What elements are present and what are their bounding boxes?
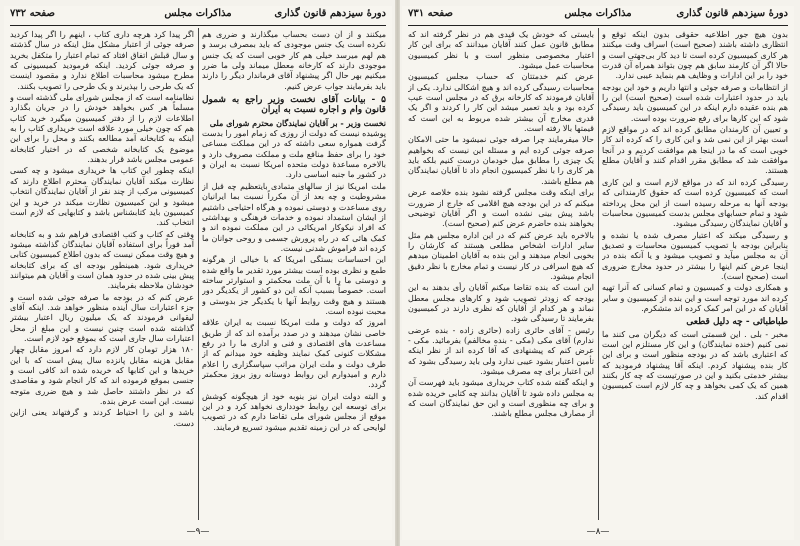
right-page bbox=[402, 6, 794, 540]
header-center: مذاکرات مجلس bbox=[164, 8, 232, 19]
header-page-number: صفحه ۷۳۱ bbox=[408, 8, 453, 19]
paragraph: ۱۸۰ هزار تومان کار لازم دارد که امروز مقابل چهار مقابل هزینه مقابل پانزده سال پیش است که با این خریدها و این کتابها که خریده شده اند کافی است و جنسی بموقع فرموده اند که کار انجام شود و مقاصدی که در نظر داشتند حاصل شد و هیچ ضرری متوجه نیست. این است عرض بنده. bbox=[10, 345, 194, 407]
paragraph: مخبر - بلی . این قسمتی است که دیگران می کنند ما نمی کنیم (خنده نمایندگان) و این کار مستلزم این است که اعتباری باشد که در بودجه منظور است و برای این کار بنده پیشنهاد کردم. اینکه آقا پیشنهاد فرمودید که بیشتر خدمتی بکنید و این در صورتیست که چه کار بکنند همین که یک کمی بخواهد و چه کار لازم است کمیسیون اقدام کند. bbox=[602, 329, 788, 401]
column-divider bbox=[598, 28, 599, 520]
column-left bbox=[10, 30, 194, 520]
header-page-number: صفحه ۷۳۲ bbox=[10, 8, 55, 19]
paragraph: بایستی که خودش یک قیدی هم در نظر گرفته اند که مطابق قانون عمل کنند آقایان میدانند که برای این کار اعتبار مخصوصی منظور است و با نظر کمیسیون محاسبات عمل میشود. bbox=[408, 30, 594, 71]
column-right bbox=[202, 30, 386, 520]
paragraph: وقتی که کتاب و کتب اقتصادی فراهم شد و به کتابخانه آمد فوراً برای استفاده آقایان نمایندگان گذاشته میشود و هیچ وقت ممکن نیست که بدون اطلاع کمیسیون کتابی خریداری شود. همینطور بودجه ای که برای کتابخانه پیش بینی شده در حدود همان است و آقایان هم میتوانند خودشان ملاحظه بفرمایند. bbox=[10, 229, 194, 291]
paragraph: ملت امریکا نیز از سالهای متمادی بایتعظیم چه قبل از مشروطیت و چه بعد از آن مکرراً نسبت بما ایرانیان روی مساعدت و دوستی نموده و هرگاه احتیاجی داشتیم از ایشان استمداد نموده و خدمات فرهنگی و بهداشتی که افراد نیکوکار امریکائی در این مملکت نموده اند و کمک هائی که در راه پرورش جسمی و روحی جوانان ما کرده اند فراموش شدنی نیست. bbox=[202, 181, 386, 253]
left-page bbox=[4, 6, 392, 540]
speaker-line: نخست وزیر - بر آقایان نمایندگان محترم شورای ملی bbox=[209, 117, 386, 128]
paragraph: اینکه چطور این کتاب ها خریداری میشود و چه کسی نظارت میکند آقایان نمایندگان محترم اطلاع دارند که کمیسیونی مرکب از چند نفر از آقایان نمایندگان انتخاب میشود و این کمیسیون نظارت میکند در خرید و این کمیسیون باید کتابشناس باشد و کتابهایی که لازم است انتخاب کند. bbox=[10, 166, 194, 228]
paragraph: بدون هیچ جور اطلاعیه حقوقی بدون اینکه توقع و انتظاری داشته باشند (صحیح است) اسراف وقت میکنند هر کاری کمیسیون کرده است تا دید کار بی‌جهتی است و حالا اگر آن کارمند سابق هم چون بتواند همراه آن قدرت خود را بر این ادارات و وظایف هم بنماید عیبی ندارد. bbox=[602, 30, 788, 81]
column-divider bbox=[198, 28, 199, 520]
paragraph: و اینکه گفته شده کتاب خریداری میشود باید فهرست آن به مجلس داده شود تا آقایان بدانند چه کتابی خریده شده و برای چه منظوری است و این حق نمایندگان است که از مصارف مجلس مطلع باشند. bbox=[408, 378, 594, 419]
paragraph: و همکاری دولت و کمیسیون و تمام کسانی که آنرا تهیه کرده اند مورد توجه است و این بنده از کمیسیون و سایر آقایان که در این امر کمک کرده اند متشکرم. bbox=[602, 283, 788, 313]
header-title: دورهٔ سیزدهم قانون گذاری bbox=[676, 8, 788, 19]
paragraph: برای اینکه وقت مجلس گرفته نشود بنده خلاصه عرض میکنم که در این بودجه هیچ اقلامی که خارج از ضرورت باشد پیش بینی نشده است و اگر آقایان توضیحی بخواهند بنده حاضرم عرض کنم (صحیح است). bbox=[408, 188, 594, 229]
paragraph: حالا میفرمایند چرا صرفه جوئی نمیشود ما حتی الامکان صرفه جوئی کرده ایم و مسئله این نیست که بخواهیم یک چیزی را مطابق میل خودمان درست کنیم بلکه باید هر کاری را با نظر کمیسیون انجام داد تا آقایان نمایندگان هم مطلع باشند. bbox=[408, 135, 594, 186]
paragraph: رسیدگی کرده اند که در مواقع لازم است و این کاری است که کمیسیون کرده است که حقوق کارمندانی که بودجه آنها به مرحله رسیده است از این محل پرداخته شود و تمام حسابهای مجلس بدست کمیسیون محاسبات و آقایان نمایندگان رسیدگی میشود. bbox=[602, 177, 788, 229]
paragraph: نظامنامه است که از مجلس شورای ملی گذشته است و مسلماً هر کس بخواهد خودش را در جریان بگذارد اطلاعات لازم را از دفتر کمیسیون میگیرد خرید کتاب هم که چون خیلی مورد علاقه است خریداری کتاب را به اینکه به کتابخانه آمد مطالعه بکنند و محل را برای این موضوع یک کتابخانه شخصی که در اختیار کتابخانه عمومی مجلس باشد قرار بدهند. bbox=[10, 93, 194, 165]
header-rule bbox=[10, 25, 386, 26]
paragraph: پوشیده نیست که دولت از روزی که زمام امور را بدست گرفت همواره سعی داشته که در این مملکت مساعی خود را برای حفظ منافع ملت و مملکت مصروف دارد و بالاخره مساعدهٔ دولت متحده امریکا نسبت به ایران و در کشور ما جنبه اساسی دارد. bbox=[202, 129, 386, 180]
page-footer-number: —۹— bbox=[186, 527, 210, 537]
page-header bbox=[408, 8, 788, 24]
header-title: دورهٔ سیزدهم قانون گذاری bbox=[274, 8, 386, 19]
paragraph: عرض کنم که در بودجه ما صرفه جوئی شده است و جزء اعتبارات سال آینده منظور خواهد شد. اینکه آقای لیقوانی فرمودند که یک میلیون ریال اعتبار بیشتر گذاشته شده است چنین نیست و این مبلغ از محل اعتبارات سال جاری است که بموقع خود لازم است. bbox=[10, 292, 194, 343]
page-header bbox=[10, 8, 386, 24]
paragraph: باشد و این را احتیاط کردند و گرفتهاند یعنی ازاین دست. bbox=[10, 408, 194, 428]
header-center: مذاکرات مجلس bbox=[564, 8, 632, 19]
paragraph: از انتظامات و صرفه جوئی و انتها داریم و خود این بودجه باید در حدود اعتبارات شده است (صحیح است) این را هم بنده عقیده دارم اینکه در این کمیسیون باید رسیدگی شود که این کارها برای رفع ضرورت بوده است. bbox=[602, 82, 788, 123]
column-left bbox=[408, 30, 594, 520]
paragraph: رئیس - آقای حائری زاده (حائری زاده - بنده عرضی ندارم) آقای مکی (مکی - بنده مخالفم) بفرمائید. مکی - عرض کنم که پیشنهادی که آقا کرده اند از نظر اینکه تأمین اعتبار بشود عیبی ندارد ولی باید رسیدگی بشود که این اعتبار برای چه مصرف میشود. bbox=[408, 325, 594, 376]
paragraph: و تعیین آن کارمندان مطابق کرده اند که در مواقع لازم است بهتر از این نمی شد و این کاری را که کرده اند کار خوبی است که ما در اینجا هم موافقت کردیم و در آنجا موافقت شد که مطابق مقرر اقدام کنند و آقایان مطلع هستند. bbox=[602, 125, 788, 176]
paragraph: عرض کنم خدمتتان که حساب مجلس کمیسیون محاسبات رسیدگی کرده اند و هیچ اشکالی ندارد. یکی از آقایان فرمودند که کارخانه برق که در مجلس است عیب کرده بود و باید تعمیر میشد این کار را کردند و اگر یک قدری مخارج آن بیشتر شده مربوط به این است که قیمتها بالا رفته است. bbox=[408, 72, 594, 134]
paragraph: بالاخره باید عرض کنم که در این اداره مجلس هم مثل سایر ادارات اشخاص مطلعی هستند که کارشان را بخوبی انجام میدهند و این بنده به آقایان اطمینان میدهم که هیچ اسرافی در کار نیست و تمام مخارج با نظر دقیق انجام میشود. bbox=[408, 230, 594, 281]
paragraph: میکنند و از آن دست بحساب میگذارند و ضرری هم نکرده است یک جنس موجودی که باید بمصرف برسد و هم لهم میرسد خیلی هم کار خوبی است که یک جنس موجودی دارند که کارخانه معطل میماند ولی ما ضرر میکنیم بهر حال اگر پیشنهاد آقای فرماندار دیگر را دارند باید بفرمایند جواب عرض کنیم. bbox=[202, 30, 386, 91]
page-footer-number: —۸— bbox=[586, 527, 610, 537]
paragraph: این است که بنده تقاضا میکنم آقایان رأی بدهند به این بودجه که زودتر تصویب شود و کارهای مجلس معطل نماند و هر کدام از آقایان که نظری دارند در کمیسیون بفرمایند تا رسیدگی شود. bbox=[408, 283, 594, 324]
section-heading: طباطبائی - چه دلیل قطعی bbox=[686, 317, 788, 328]
paragraph: و البته دولت ایران نیز بنوبه خود از هیچگونه کوشش برای توسعه این روابط خودداری نخواهد کرد و در این موقع از مجلس شورای ملی تقاضا دارم که در تصویب لوایحی که در این زمینه تقدیم میشود تسریع فرمایند. bbox=[202, 391, 386, 432]
paragraph: و رسیدگی میکند که اعتبار مصرف شده یا نشده و بنابراین بودجه با تصویب کمیسیون محاسبات و تصدیق آن به مجلس میآید و تصویب میشود و یا آنکه بنده در اینجا عرض کنم اینها را بیشتر در حدود مخارج ضروری است (صحیح است). bbox=[602, 230, 788, 281]
column-right bbox=[602, 30, 788, 520]
paragraph: امروز که دولت و ملت امریکا نسبت به ایران علاقه خاصی نشان میدهند و در صدد برآمده اند که از طریق مساعدت های اقتصادی و فنی و اداری ما را در رفع مشکلات کنونی کمک نمایند وظیفه خود میدانم که از طرف دولت و ملت ایران مراتب سپاسگزاری را اعلام دارم و امیدوارم این روابط دوستانه روز بروز محکمتر گردد. bbox=[202, 318, 386, 390]
book-gutter bbox=[395, 0, 400, 546]
paragraph: این احساسات بستگی امریکا که با خیالی از هرگونه طمع و نظری بوده است بیشتر مورد تقدیر ما واقع شده و دوستی ما را با آن ملت محکمتر و استوارتر ساخته است. خصوصاً بسبب آنکه این دو کشور از یکدیگر دور هستند و هیچ وقت روابط آنها با یکدیگر جز بدوستی و محبت نبوده است. bbox=[202, 255, 386, 316]
section-heading: ۵ - بیانات آقای نخست وزیر راجع به شمول قانون وام و اجاره نسبت به ایران bbox=[202, 95, 386, 116]
header-rule bbox=[408, 25, 788, 26]
paragraph: اگر پیدا کرد هرچه داری کتاب ، اینهم را اگر پیدا کردید صرفه جوئی از اعتبار مشکل مثل اینکه در سال گذشته و سال قبلش اتفاق افتاد که تمام اعتبار را متکفل بخرید و صرفه جوئی کردید. اینکه فرمودید کمیسیونی که مطرح میشود محاسبات اطلاع ندارد و مقصود اینست که یک طرحی را بپذیرند و یک طرحی را تصویب بکنند. bbox=[10, 30, 194, 91]
